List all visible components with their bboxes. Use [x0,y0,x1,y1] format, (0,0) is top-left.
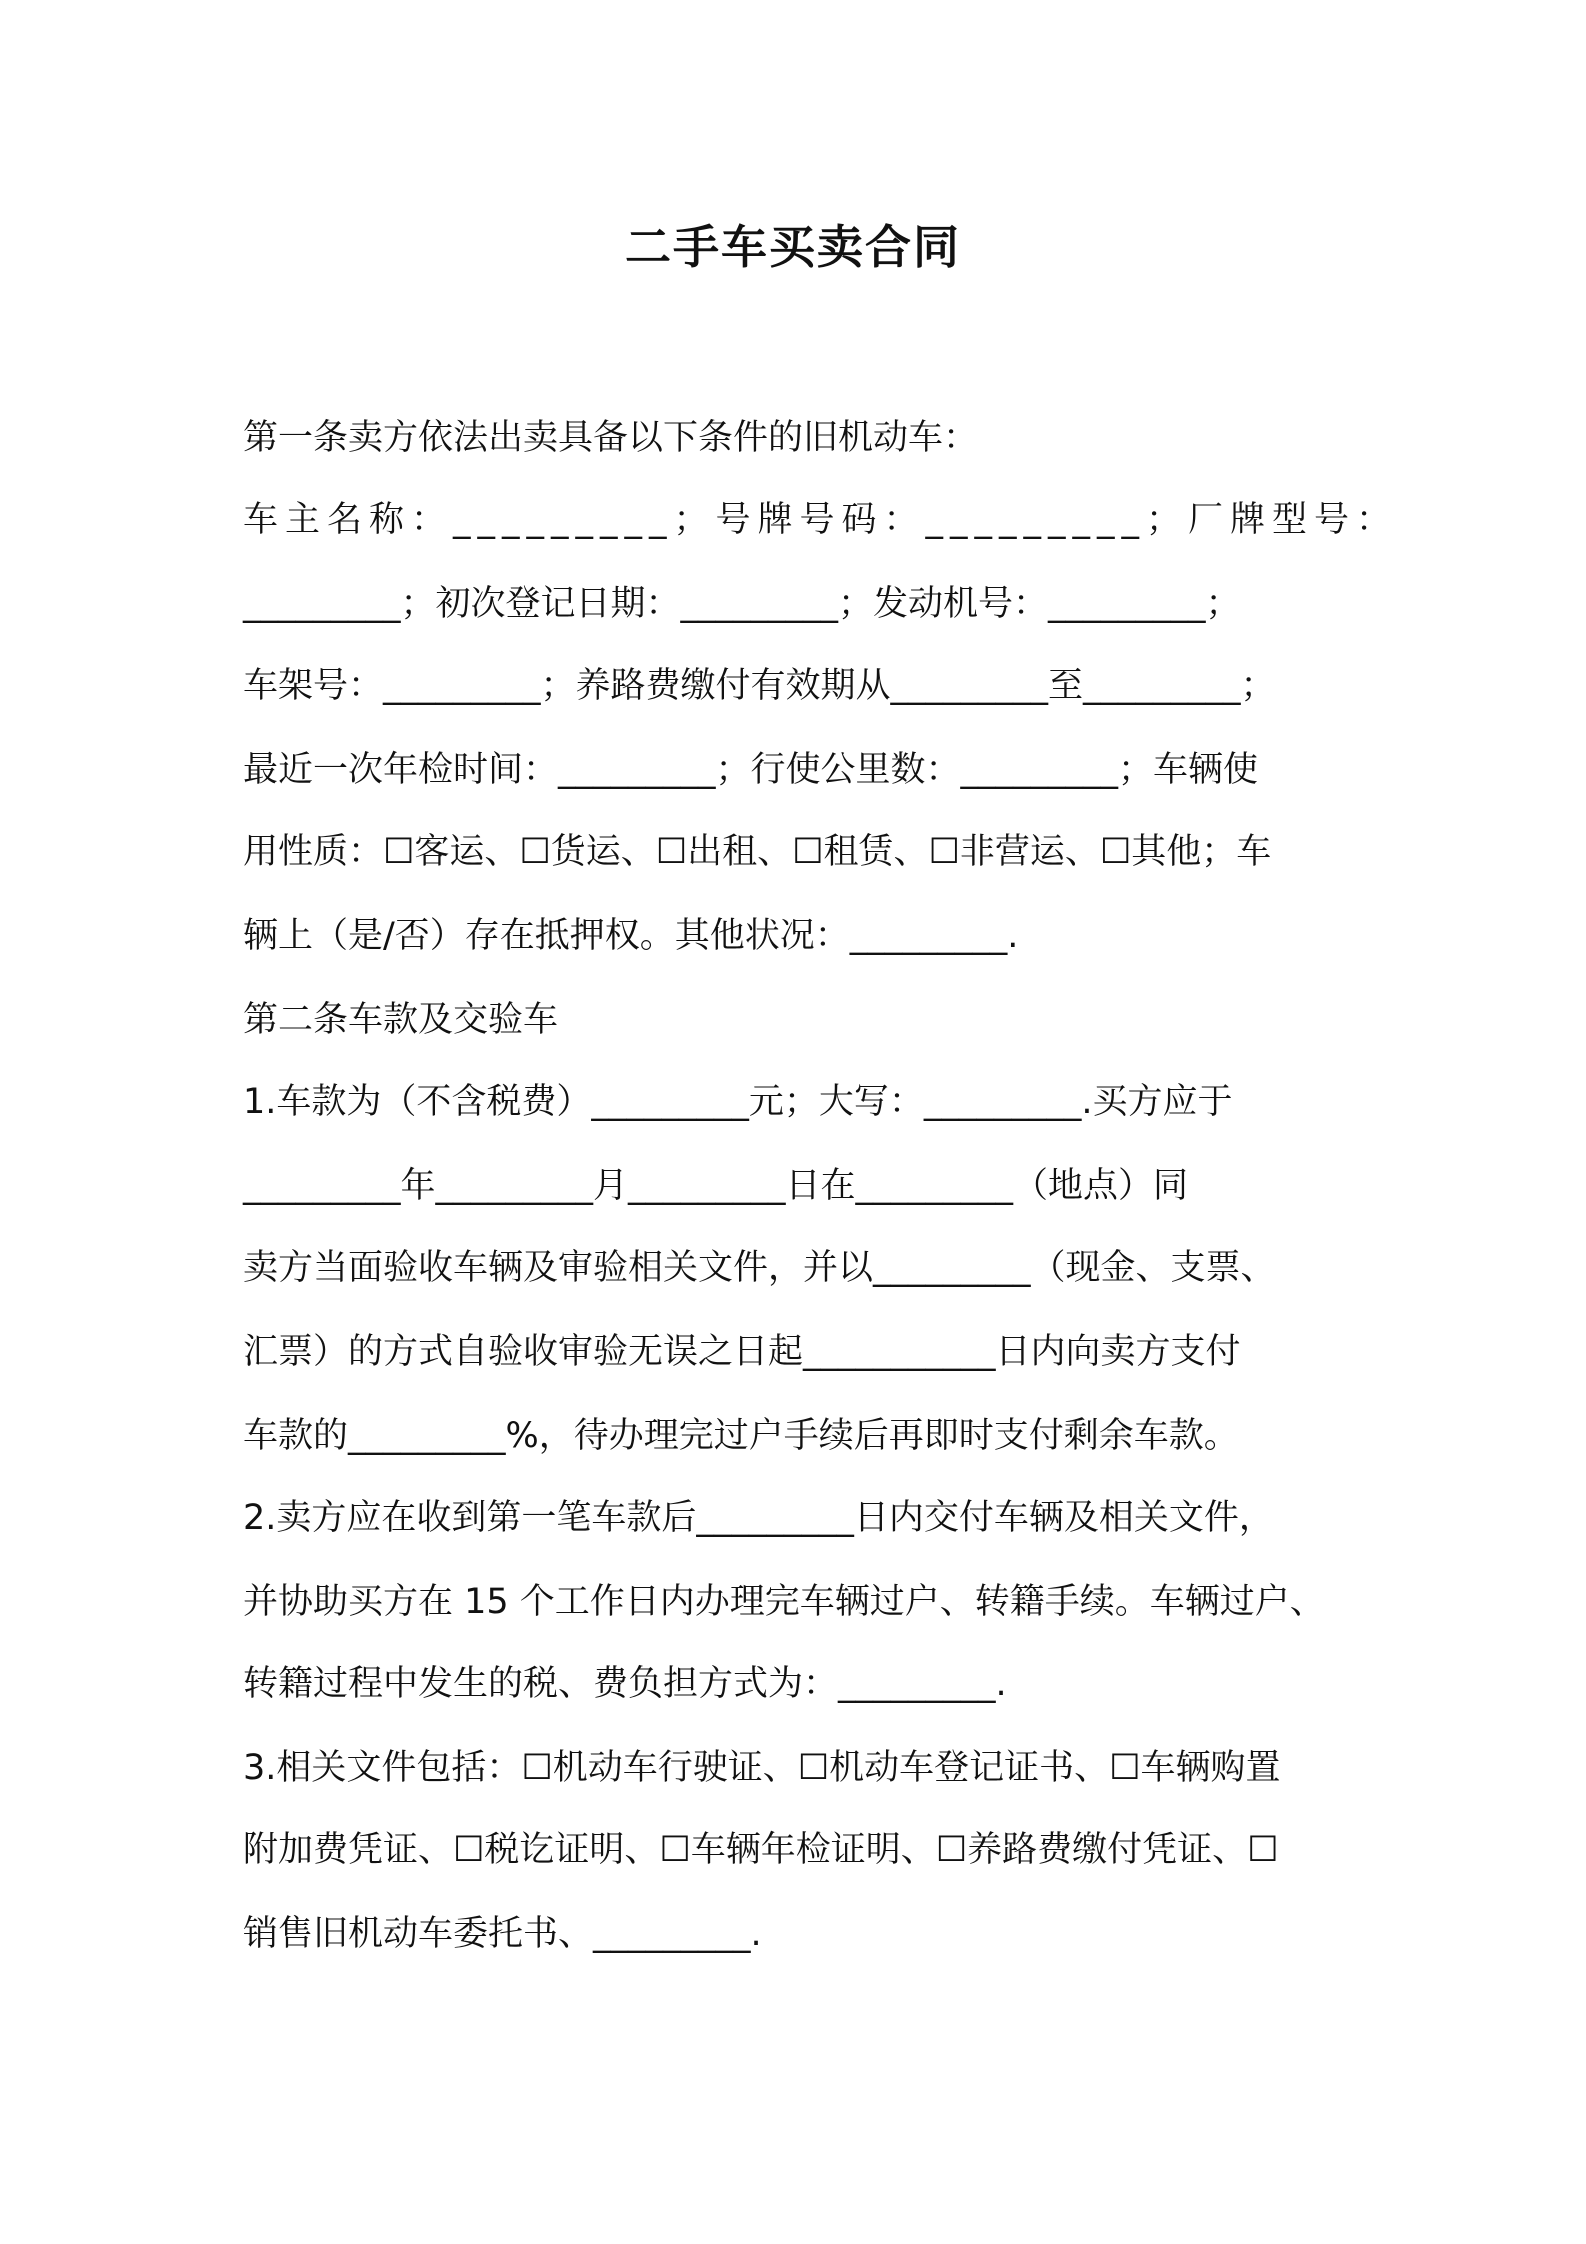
clause-2-item-3-line: 附加费凭证、☐税讫证明、☐车辆年检证明、☐养路费缴付凭证、☐ [243,1830,1279,1870]
clause-2-item-1-line: 车款的_________%，待办理完过户手续后再即时支付剩余车款。 [243,1416,1239,1456]
clause-2-item-2-line: 2.卖方应在收到第一笔车款后_________日内交付车辆及相关文件， [243,1498,1274,1538]
clause-1-line: 车架号：_________；养路费缴付有效期从_________至_________； [243,666,1276,706]
clause-2-item-3-line: 3.相关文件包括：☐机动车行驶证、☐机动车登记证书、☐车辆购置 [243,1748,1281,1788]
clause-2-item-2-line: 转籍过程中发生的税、费负担方式为：_________. [243,1664,1007,1704]
clause-1-line: 最近一次年检时间：_________；行使公里数：_________；车辆使 [243,750,1259,790]
document-title: 二手车买卖合同 [625,220,961,274]
clause-1-line: 辆上（是/否）存在抵押权。其他状况：_________. [243,916,1019,956]
clause-1-line: 车主名称：_________；号牌号码：_________；厂牌型号： [243,500,1399,540]
clause-2-item-1-line: _________年_________月_________日在_________（地点）同 [243,1166,1189,1206]
clause-1-heading: 第一条卖方依法出卖具备以下条件的旧机动车： [243,418,979,458]
clause-2-item-1-line: 1.车款为（不含税费）_________元；大写：_________.买方应于 [243,1082,1233,1122]
clause-2-item-3-line: 销售旧机动车委托书、_________. [243,1914,762,1954]
clause-2-item-1-line: 卖方当面验收车辆及审验相关文件，并以_________（现金、支票、 [243,1248,1276,1288]
clause-2-heading: 第二条车款及交验车 [243,1000,559,1040]
clause-1-line: _________；初次登记日期：_________；发动机号：_________； [243,584,1241,624]
clause-2-item-2-line: 并协助买方在 15 个工作日内办理完车辆过户、转籍手续。车辆过户、 [243,1582,1325,1622]
clause-2-item-1-line: 汇票）的方式自验收审验无误之日起___________日内向卖方支付 [243,1332,1241,1372]
clause-1-line: 用性质：☐客运、☐货运、☐出租、☐租赁、☐非营运、☐其他；车 [243,832,1272,872]
